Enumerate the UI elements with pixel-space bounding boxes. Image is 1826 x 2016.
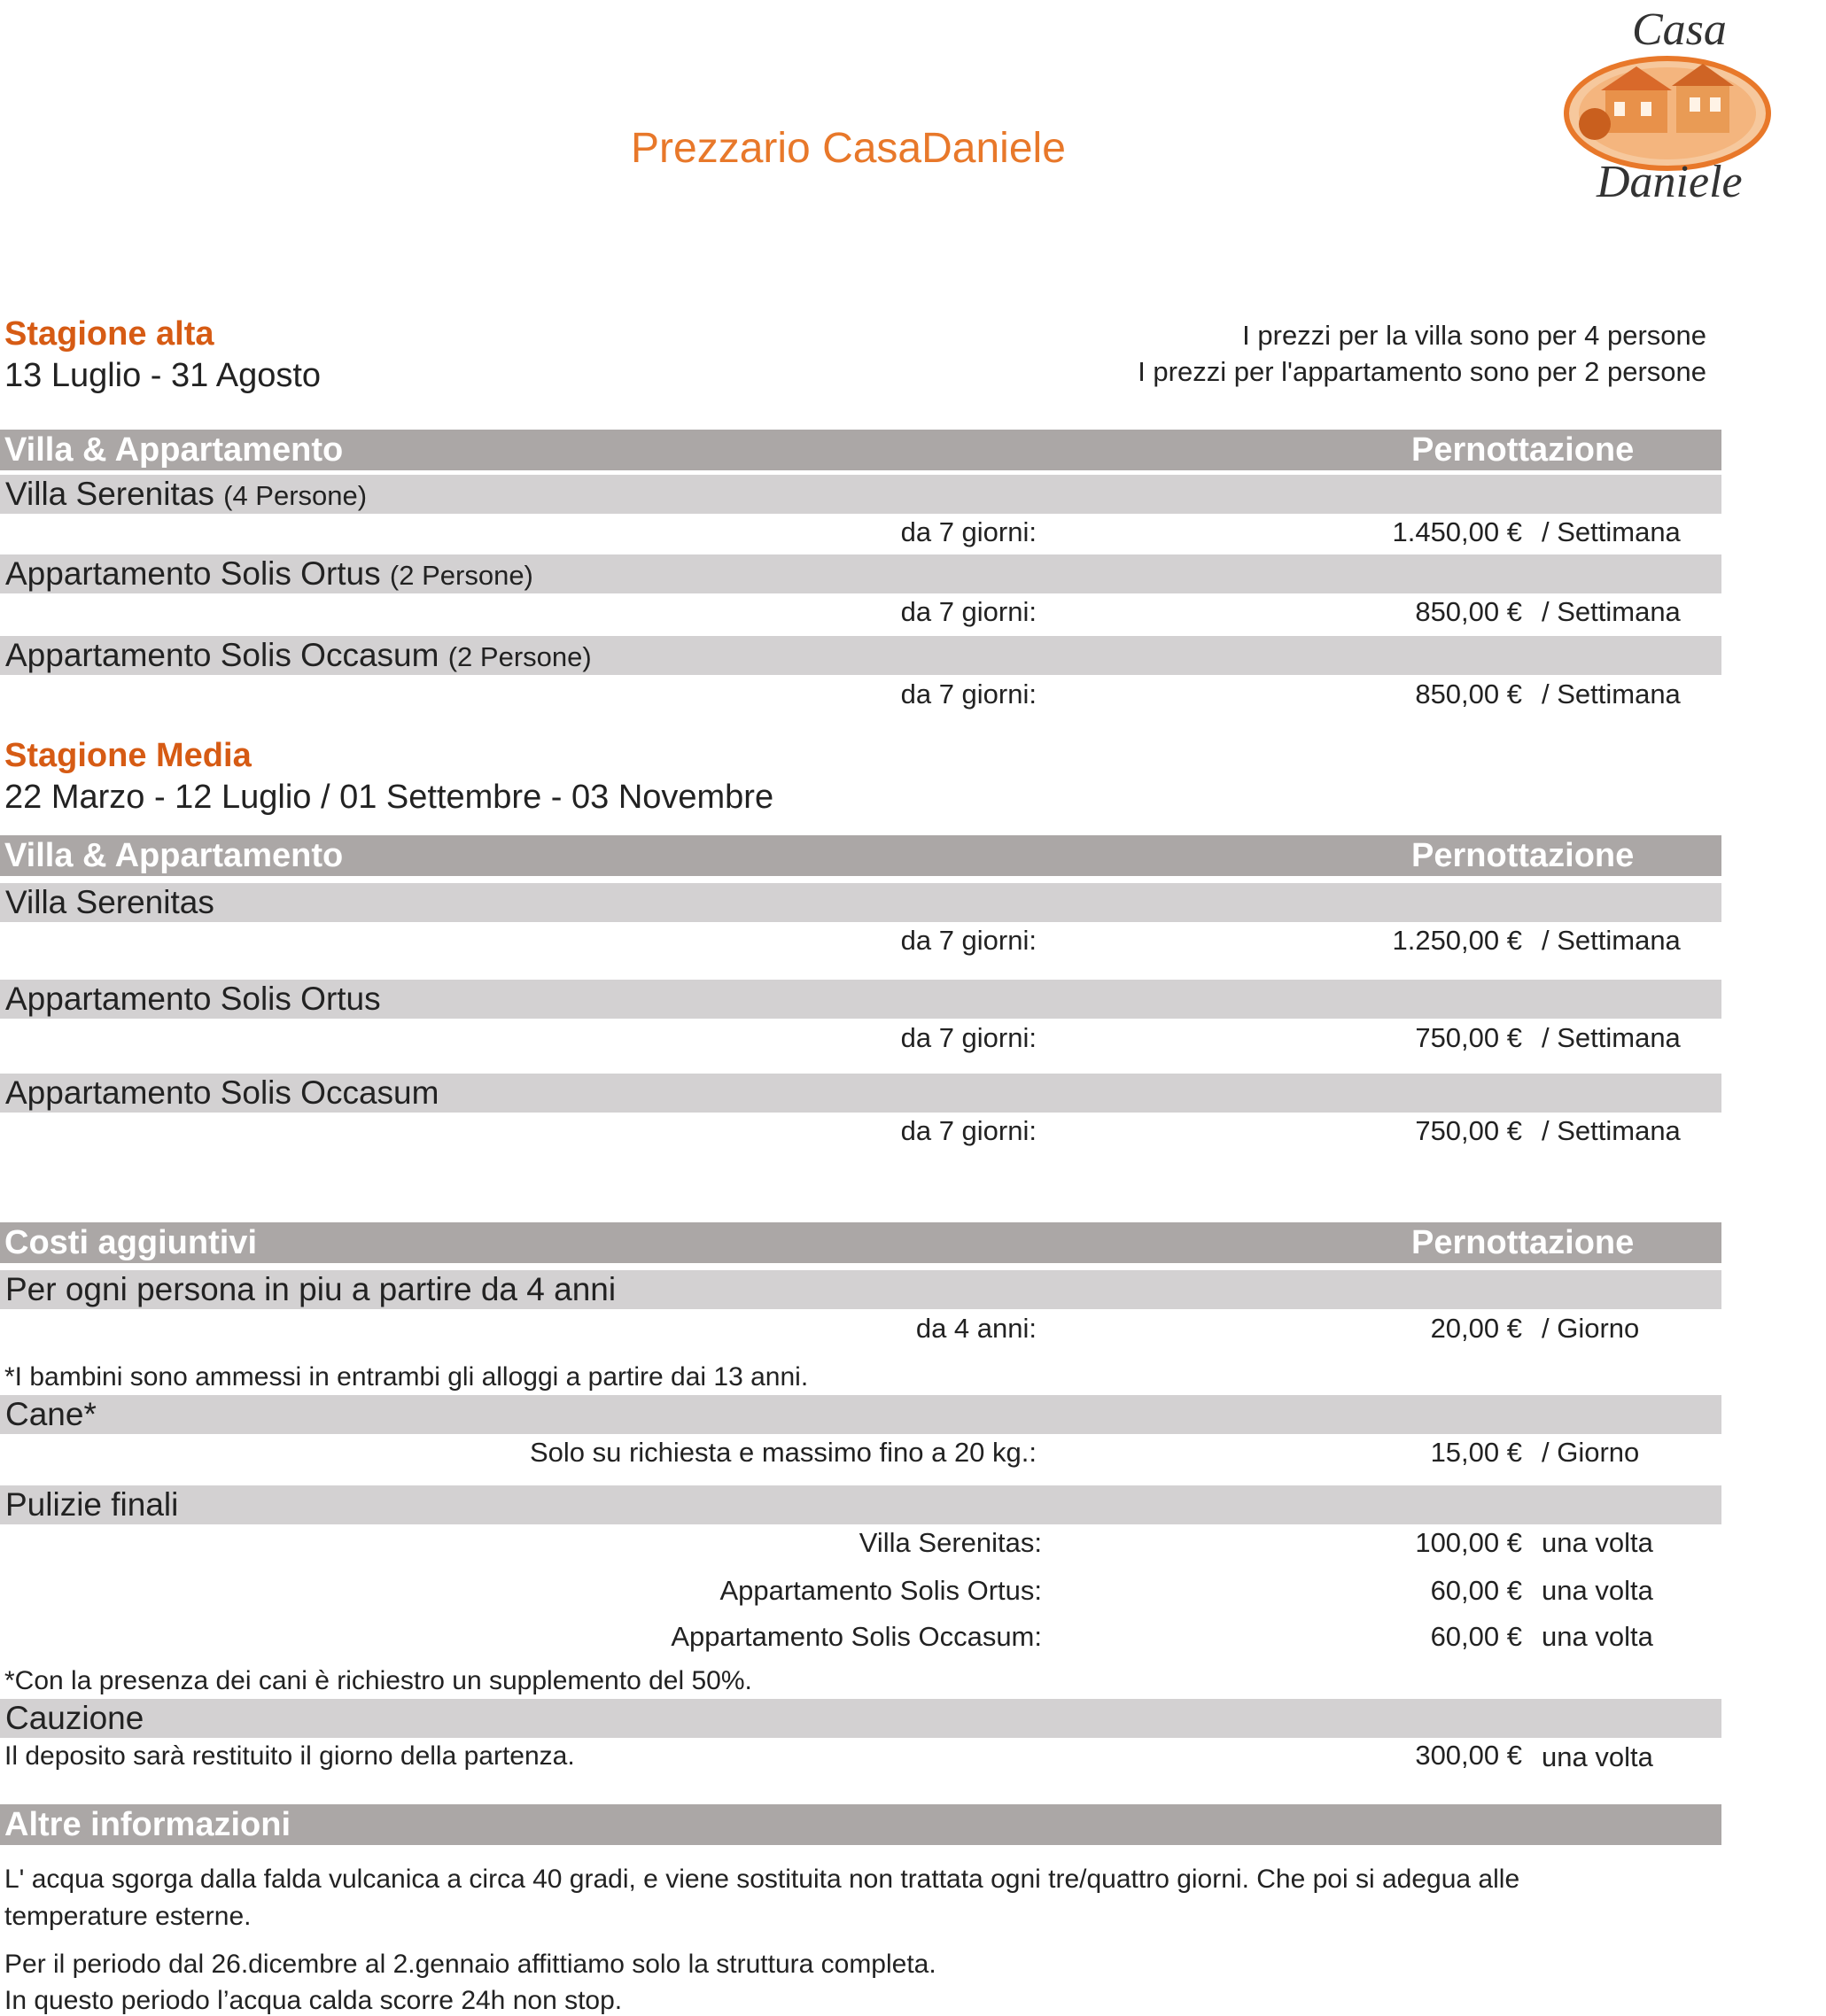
holiday-info-line-2: In questo periodo l’acqua calda scorre 24h non stop. bbox=[4, 1986, 623, 2015]
deposit-note: Il deposito sarà restituito il giorno della partenza. bbox=[4, 1741, 575, 1771]
cleaning-label: Appartamento Solis Occasum: bbox=[671, 1621, 1042, 1652]
dog-unit: / Giorno bbox=[1542, 1437, 1640, 1468]
item-duration-label: da 7 giorni: bbox=[900, 516, 1037, 547]
mid-season-table-header bbox=[0, 835, 1721, 876]
extra-person-price: 20,00 € bbox=[1430, 1313, 1522, 1344]
item-unit: / Settimana bbox=[1542, 925, 1681, 956]
logo-top-text: Casa bbox=[1632, 4, 1727, 55]
item-price: 850,00 € bbox=[1415, 678, 1522, 709]
extra-person-unit: / Giorno bbox=[1542, 1313, 1640, 1344]
item-unit: / Settimana bbox=[1542, 596, 1681, 627]
cleaning-unit: una volta bbox=[1542, 1621, 1653, 1652]
cleaning-unit: una volta bbox=[1542, 1575, 1653, 1606]
item-name: Appartamento Solis Occasum bbox=[5, 637, 439, 673]
item-name: Villa Serenitas bbox=[5, 476, 214, 512]
cleaning-label: Appartamento Solis Ortus: bbox=[719, 1575, 1042, 1606]
cleaning-price: 60,00 € bbox=[1430, 1575, 1522, 1606]
high-season-table-header bbox=[0, 430, 1721, 470]
header-left: Villa & Appartamento bbox=[4, 837, 344, 874]
extra-person-label: da 4 anni: bbox=[915, 1313, 1037, 1344]
item-persons: (2 Persone) bbox=[447, 641, 592, 672]
logo-bottom-text: Daniele bbox=[1597, 157, 1743, 207]
header-left: Villa & Appartamento bbox=[4, 431, 344, 469]
item-name: Appartamento Solis Ortus bbox=[5, 981, 381, 1017]
extra-person-name: Per ogni persona in piu a partire da 4 anni bbox=[5, 1271, 617, 1307]
deposit-name: Cauzione bbox=[5, 1700, 144, 1736]
deposit-price: 300,00 € bbox=[1415, 1740, 1522, 1771]
item-unit: / Settimana bbox=[1542, 1022, 1681, 1053]
item-duration-label: da 7 giorni: bbox=[900, 1022, 1037, 1053]
note-villa-persons: I prezzi per la villa sono per 4 persone bbox=[1242, 320, 1706, 351]
high-season-dates: 13 Luglio - 31 Agosto bbox=[4, 357, 322, 394]
item-duration-label: da 7 giorni: bbox=[900, 678, 1037, 709]
item-name: Villa Serenitas bbox=[5, 884, 214, 920]
header-left: Altre informazioni bbox=[4, 1806, 291, 1843]
cleaning-price: 100,00 € bbox=[1415, 1527, 1522, 1558]
item-unit: / Settimana bbox=[1542, 516, 1681, 547]
item-price: 1.250,00 € bbox=[1392, 925, 1522, 956]
cleaning-price: 60,00 € bbox=[1430, 1621, 1522, 1652]
item-price: 850,00 € bbox=[1415, 596, 1522, 627]
dog-name: Cane* bbox=[5, 1396, 97, 1432]
children-note: *I bambini sono ammessi in entrambi gli alloggi a partire dai 13 anni. bbox=[4, 1362, 809, 1392]
item-price: 750,00 € bbox=[1415, 1022, 1522, 1053]
header-right: Pernottazione bbox=[1411, 431, 1635, 469]
high-season-title: Stagione alta bbox=[4, 315, 214, 353]
item-persons: (4 Persone) bbox=[223, 480, 368, 511]
item-price: 750,00 € bbox=[1415, 1115, 1522, 1146]
table-row bbox=[0, 883, 1721, 922]
cleaning-label: Villa Serenitas: bbox=[859, 1527, 1042, 1558]
mid-season-title: Stagione Media bbox=[4, 737, 252, 774]
item-unit: / Settimana bbox=[1542, 1115, 1681, 1146]
other-info-header bbox=[0, 1804, 1721, 1845]
item-name: Appartamento Solis Ortus bbox=[5, 555, 381, 592]
holiday-info-line-1: Per il periodo dal 26.dicembre al 2.gennaio affittiamo solo la struttura completa. bbox=[4, 1950, 936, 1979]
extra-costs-table-header bbox=[0, 1222, 1721, 1263]
header-right: Pernottazione bbox=[1411, 1224, 1635, 1261]
casa-daniele-logo bbox=[1561, 0, 1784, 213]
header-left: Costi aggiuntivi bbox=[4, 1224, 257, 1261]
header-right: Pernottazione bbox=[1411, 837, 1635, 874]
item-duration-label: da 7 giorni: bbox=[900, 1115, 1037, 1146]
table-row bbox=[0, 980, 1721, 1019]
water-info-paragraph: L' acqua sgorga dalla falda vulcanica a circa 40 gradi, e viene sostituita non trattata ogni tre/quattro giorni. Che poi si adegua alle temperature esterne. bbox=[4, 1865, 1520, 1931]
item-duration-label: da 7 giorni: bbox=[900, 925, 1037, 956]
table-row bbox=[0, 554, 1721, 593]
table-row bbox=[0, 1699, 1721, 1738]
item-name: Appartamento Solis Occasum bbox=[5, 1074, 439, 1111]
item-duration-label: da 7 giorni: bbox=[900, 596, 1037, 627]
table-row bbox=[0, 1395, 1721, 1434]
note-apartment-persons: I prezzi per l'appartamento sono per 2 persone bbox=[1138, 356, 1706, 387]
table-row bbox=[0, 1270, 1721, 1309]
deposit-unit: una volta bbox=[1542, 1741, 1653, 1772]
item-unit: / Settimana bbox=[1542, 678, 1681, 709]
table-row bbox=[0, 475, 1721, 514]
item-persons: (2 Persone) bbox=[389, 560, 533, 591]
table-row bbox=[0, 636, 1721, 675]
item-price: 1.450,00 € bbox=[1392, 516, 1522, 547]
cleaning-name: Pulizie finali bbox=[5, 1486, 179, 1523]
table-row bbox=[0, 1074, 1721, 1113]
table-row bbox=[0, 1485, 1721, 1524]
cleaning-unit: una volta bbox=[1542, 1527, 1653, 1558]
dog-price: 15,00 € bbox=[1430, 1437, 1522, 1468]
dog-label: Solo su richiesta e massimo fino a 20 kg.: bbox=[529, 1437, 1037, 1468]
dog-supplement-note: *Con la presenza dei cani è richiestro un supplemento del 50%. bbox=[4, 1666, 752, 1695]
page-title: Prezzario CasaDaniele bbox=[631, 125, 1066, 172]
mid-season-dates: 22 Marzo - 12 Luglio / 01 Settembre - 03 Novembre bbox=[4, 779, 774, 816]
